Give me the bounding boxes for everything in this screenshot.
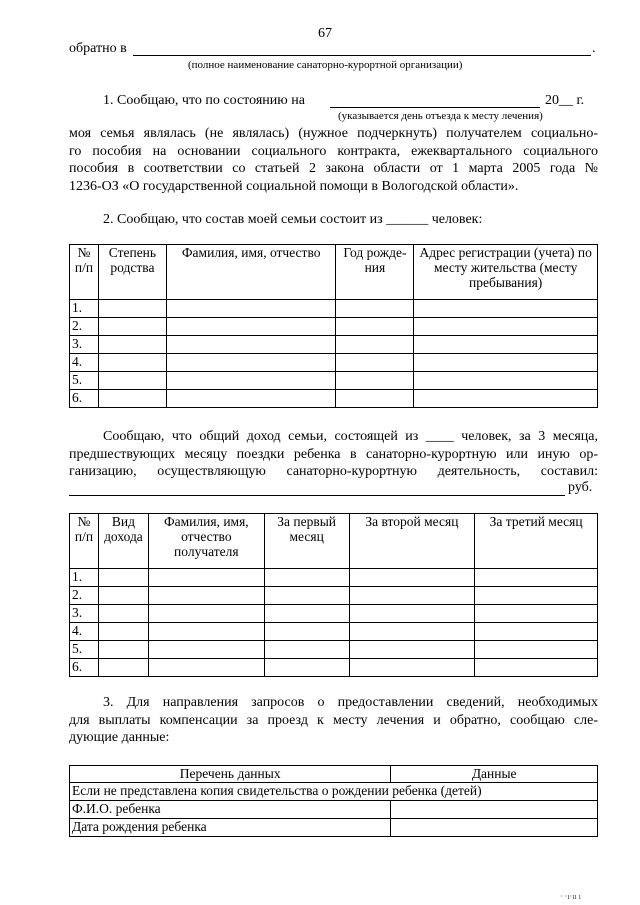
item1-line: моя семья являлась (не являлась) (нужное подчеркнуть) получателем социально-: [69, 126, 598, 141]
income-line: ганизацию, осуществляющую санаторно-курортную деятельность, составил:: [69, 464, 598, 479]
data-label: Дата рождения ребенка: [70, 819, 391, 837]
table-row: [70, 372, 598, 390]
table-row: [70, 336, 598, 354]
table-row: [70, 390, 598, 408]
row-number: 3.: [70, 605, 99, 623]
col-header: № п/п: [70, 245, 99, 300]
col-header: Год рожде-ния: [336, 245, 414, 300]
col-header: № п/п: [70, 514, 99, 569]
item2-text: 2. Сообщаю, что состав моей семьи состоит из ______ человек:: [103, 212, 483, 227]
item1-line: 1236-ОЗ «О государственной социальной помощи в Вологодской области».: [69, 178, 519, 194]
page-number: 67: [318, 26, 332, 41]
table-row: [70, 354, 598, 372]
date-caption: (указывается день отъезда к месту лечения): [338, 110, 543, 122]
row-number: 6.: [70, 390, 99, 408]
col-header: Фамилия, имя, отчество: [166, 245, 336, 300]
col-header: Данные: [391, 766, 598, 783]
item3-line: для выплаты компенсации за проезд к месту лечения и обратно, сообщаю сле-: [69, 712, 598, 728]
row-number: 4.: [70, 623, 99, 641]
row-number: 4.: [70, 354, 99, 372]
row-number: 5.: [70, 372, 99, 390]
row-number: 1.: [70, 569, 99, 587]
row-number: 2.: [70, 318, 99, 336]
data-label: Ф.И.О. ребенка: [70, 801, 391, 819]
return-to-label: обратно в: [69, 41, 127, 56]
income-currency: руб.: [568, 480, 593, 495]
item3-line: дующие данные:: [69, 730, 170, 745]
row-number: 5.: [70, 641, 99, 659]
col-header: Перечень данных: [70, 766, 391, 783]
col-header: За второй месяц: [349, 514, 475, 569]
col-header: Вид дохода: [98, 514, 148, 569]
return-to-end: .: [592, 41, 596, 56]
item1-body: [69, 125, 598, 195]
income-line: Сообщаю, что общий доход семьи, состоящей из ____ человек, за 3 месяца,: [103, 429, 598, 444]
row-number: 6.: [70, 659, 99, 677]
section-row: Если не представлена копия свидетельства о рождении ребенка (детей): [70, 783, 598, 801]
col-header: За третий месяц: [475, 514, 598, 569]
table-row: [70, 605, 598, 623]
table-row: [70, 587, 598, 605]
table-row: [70, 623, 598, 641]
item3-line: 3. Для направления запросов о предоставлении сведений, необходимых: [103, 695, 598, 710]
col-header: Степень родства: [98, 245, 166, 300]
item3-paragraph: [69, 694, 598, 747]
table-row: [70, 801, 598, 819]
org-name-caption: (полное наименование санаторно-курортной организации): [188, 59, 463, 71]
footer-marks: · ·ı·ıı ı: [560, 892, 581, 901]
table-row: [70, 569, 598, 587]
org-name-line: [133, 55, 591, 56]
item1-lead: 1. Сообщаю, что по состоянию на: [103, 93, 305, 108]
col-header: Адрес регистрации (учета) по месту жительства (месту пребывания): [414, 245, 598, 300]
col-header: За первый месяц: [264, 514, 349, 569]
item1-line: го пособия на основании социального контракта, ежеквартального социального: [69, 143, 598, 159]
data-table: [69, 765, 598, 837]
item1-line: пособия в соответствии со статьей 2 закона области от 1 марта 2005 года №: [69, 161, 598, 176]
table-row: [70, 659, 598, 677]
row-number: 3.: [70, 336, 99, 354]
income-line: предшествующих месяцу поездки ребенка в санаторно-курортную или иную ор-: [69, 446, 598, 462]
item1-year: 20__ г.: [545, 93, 585, 108]
income-table: [69, 513, 598, 677]
col-header: Фамилия, имя, отчество получателя: [148, 514, 264, 569]
family-table: [69, 244, 598, 408]
table-row: [70, 318, 598, 336]
date-line: [330, 107, 540, 108]
table-row: [70, 300, 598, 318]
income-amount-line: [69, 495, 565, 496]
table-row: [70, 641, 598, 659]
row-number: 1.: [70, 300, 99, 318]
row-number: 2.: [70, 587, 99, 605]
income-paragraph: [69, 428, 598, 481]
table-row: [70, 819, 598, 837]
